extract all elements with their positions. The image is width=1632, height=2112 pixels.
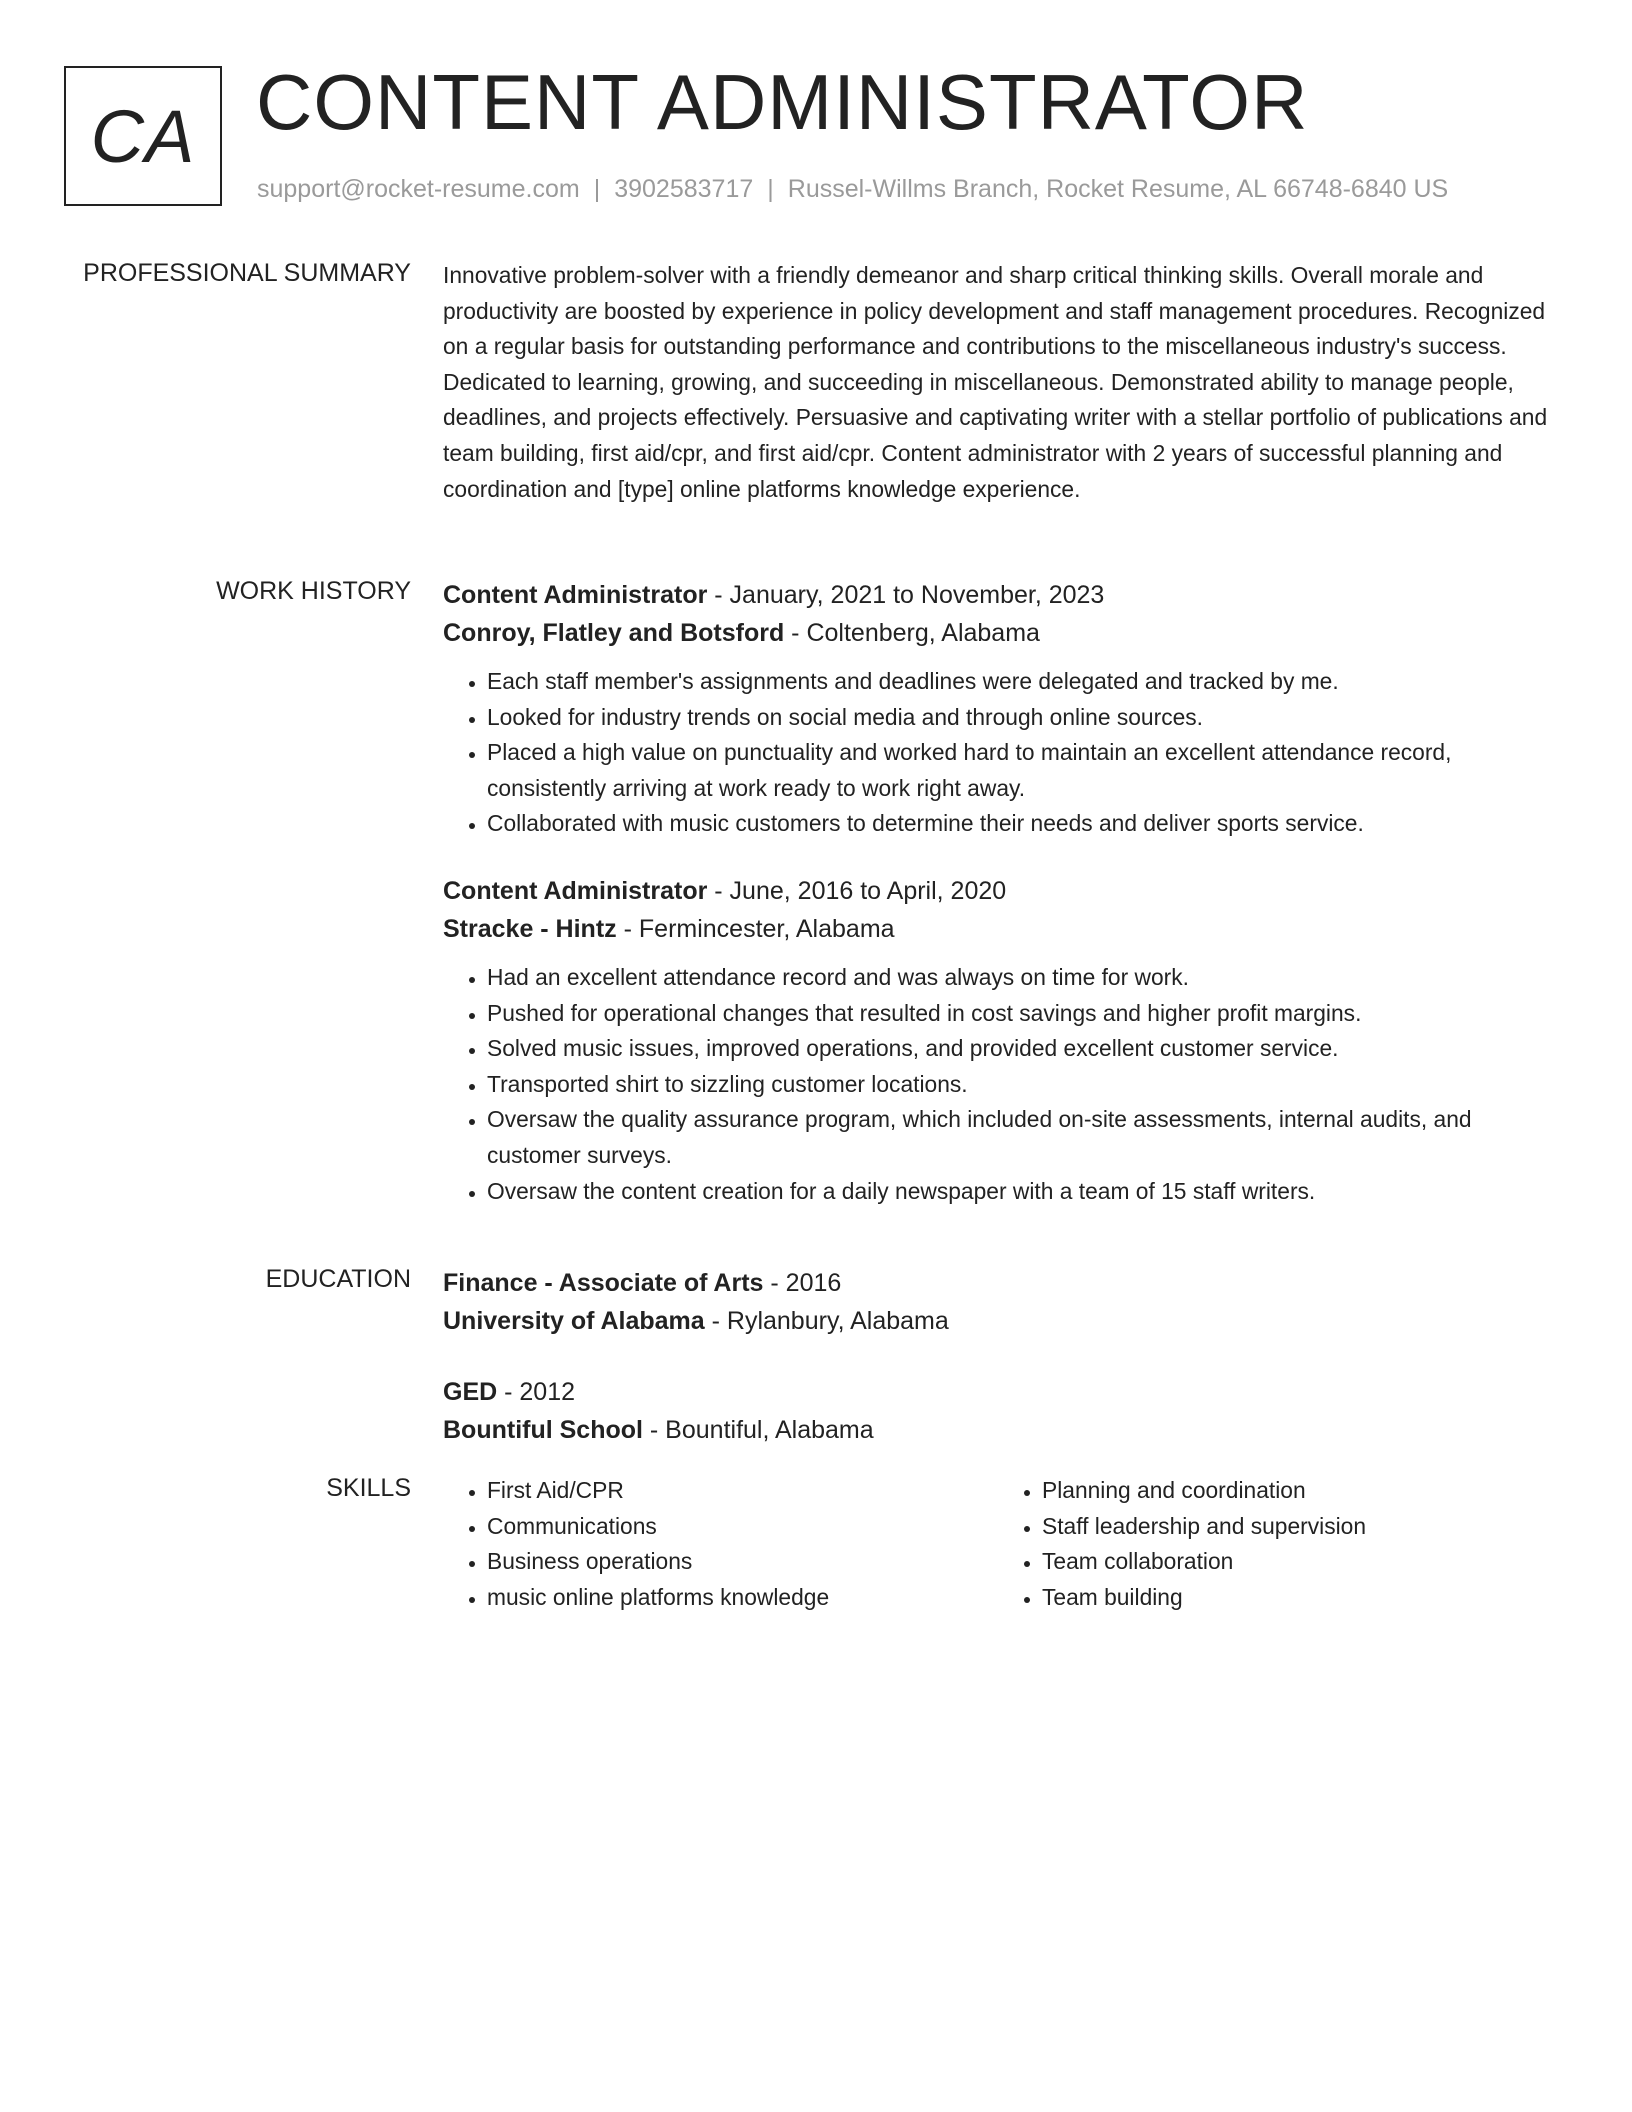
contact-phone: 3902583717	[614, 175, 754, 203]
job-company-line	[443, 910, 1553, 948]
list-item: • Staff leadership and supervision	[1042, 1509, 1553, 1545]
education-body	[443, 1264, 1553, 1449]
degree-year: - 2012	[497, 1378, 576, 1406]
education-entry	[443, 1264, 1553, 1340]
section-title-education: EDUCATION	[265, 1265, 411, 1293]
list-item: • Business operations	[487, 1544, 998, 1580]
section-title-summary: PROFESSIONAL SUMMARY	[83, 259, 411, 287]
contact-address: Russel-Willms Branch, Rocket Resume, AL 66748-6840 US	[787, 175, 1449, 203]
list-item: • Oversaw the content creation for a daily newspaper with a team of 15 staff writers.	[487, 1174, 1553, 1210]
list-item: • Placed a high value on punctuality and worked hard to maintain an excellent attendance record, consistently arriving at work ready to work right away.	[487, 735, 1553, 806]
list-item: • Each staff member's assignments and deadlines were delegated and tracked by me.	[487, 664, 1553, 700]
job-role: Content Administrator	[443, 876, 708, 905]
job-bullets	[443, 664, 1553, 842]
job-entry	[443, 576, 1553, 842]
skills-list-left	[443, 1473, 998, 1615]
job-role: Content Administrator	[443, 581, 708, 609]
job-bullets	[443, 960, 1553, 1209]
page-title: CONTENT ADMINISTRATOR	[256, 58, 1309, 146]
list-item: • Planning and coordination	[1042, 1473, 1553, 1509]
job-location: - Fermincester, Alabama	[616, 914, 895, 943]
job-dates: - January, 2021 to November, 2023	[707, 581, 1105, 609]
contact-line	[257, 174, 1448, 204]
degree-line	[443, 1264, 1553, 1302]
degree: Finance - Associate of Arts	[443, 1269, 764, 1297]
list-item: • Transported shirt to sizzling customer locations.	[487, 1067, 1553, 1103]
skills-list-right	[998, 1473, 1553, 1615]
contact-separator: |	[767, 175, 774, 203]
job-company: Stracke - Hintz	[443, 914, 617, 943]
list-item: • Collaborated with music customers to determine their needs and deliver sports service.	[487, 806, 1553, 842]
contact-separator: |	[593, 175, 601, 203]
degree-year: - 2016	[763, 1269, 842, 1297]
list-item: • Looked for industry trends on social media and through online sources.	[487, 700, 1553, 736]
summary-text: Innovative problem-solver with a friendly demeanor and sharp critical thinking skills. Overall morale and productivity are boosted by experience in policy development and staff management procedures. Recognized on a regular basis for outstanding performance and contributions to the miscellaneous industry's success. Dedicated to learning, growing, and succeeding in miscellaneous. Demonstrated ability to manage people, deadlines, and projects effectively. Persuasive and captivating writer with a stellar portfolio of publications and team building, first aid/cpr, and first aid/cpr. Content administrator with 2 years of successful planning and coordination and [type] online platforms knowledge experience.	[443, 262, 1548, 502]
job-title-line	[443, 872, 1553, 910]
school-location: - Rylanbury, Alabama	[704, 1307, 949, 1335]
job-location: - Coltenberg, Alabama	[784, 619, 1040, 647]
list-item: • Team collaboration	[1042, 1544, 1553, 1580]
list-item: • Oversaw the quality assurance program, which included on-site assessments, internal audits, and customer surveys.	[487, 1102, 1553, 1173]
job-entry	[443, 872, 1553, 1209]
skills-body	[443, 1473, 1553, 1615]
degree: GED	[443, 1378, 498, 1406]
degree-line	[443, 1373, 1553, 1411]
list-item: • Had an excellent attendance record and was always on time for work.	[487, 960, 1553, 996]
job-company: Conroy, Flatley and Botsford	[443, 619, 785, 647]
section-title-skills: SKILLS	[326, 1474, 411, 1502]
list-item: • music online platforms knowledge	[487, 1580, 998, 1616]
monogram-badge	[64, 66, 222, 206]
job-title-line	[443, 576, 1553, 614]
list-item: • Team building	[1042, 1580, 1553, 1616]
school-line	[443, 1302, 1553, 1340]
list-item: • Solved music issues, improved operations, and provided excellent customer service.	[487, 1031, 1553, 1067]
monogram-initials: CA	[90, 94, 196, 178]
work-history-body	[443, 576, 1553, 1209]
list-item: • First Aid/CPR	[487, 1473, 998, 1509]
list-item: • Pushed for operational changes that resulted in cost savings and higher profit margins.	[487, 996, 1553, 1032]
job-dates: - June, 2016 to April, 2020	[707, 876, 1007, 905]
school: University of Alabama	[443, 1307, 705, 1335]
school: Bountiful School	[443, 1416, 643, 1444]
education-entry	[443, 1373, 1553, 1449]
school-location: - Bountiful, Alabama	[642, 1416, 874, 1444]
section-title-work-history: WORK HISTORY	[216, 577, 411, 605]
list-item: • Communications	[487, 1509, 998, 1545]
summary-body	[443, 258, 1553, 507]
contact-email: support@rocket-resume.com	[257, 175, 580, 203]
school-line	[443, 1411, 1553, 1449]
job-company-line	[443, 614, 1553, 652]
